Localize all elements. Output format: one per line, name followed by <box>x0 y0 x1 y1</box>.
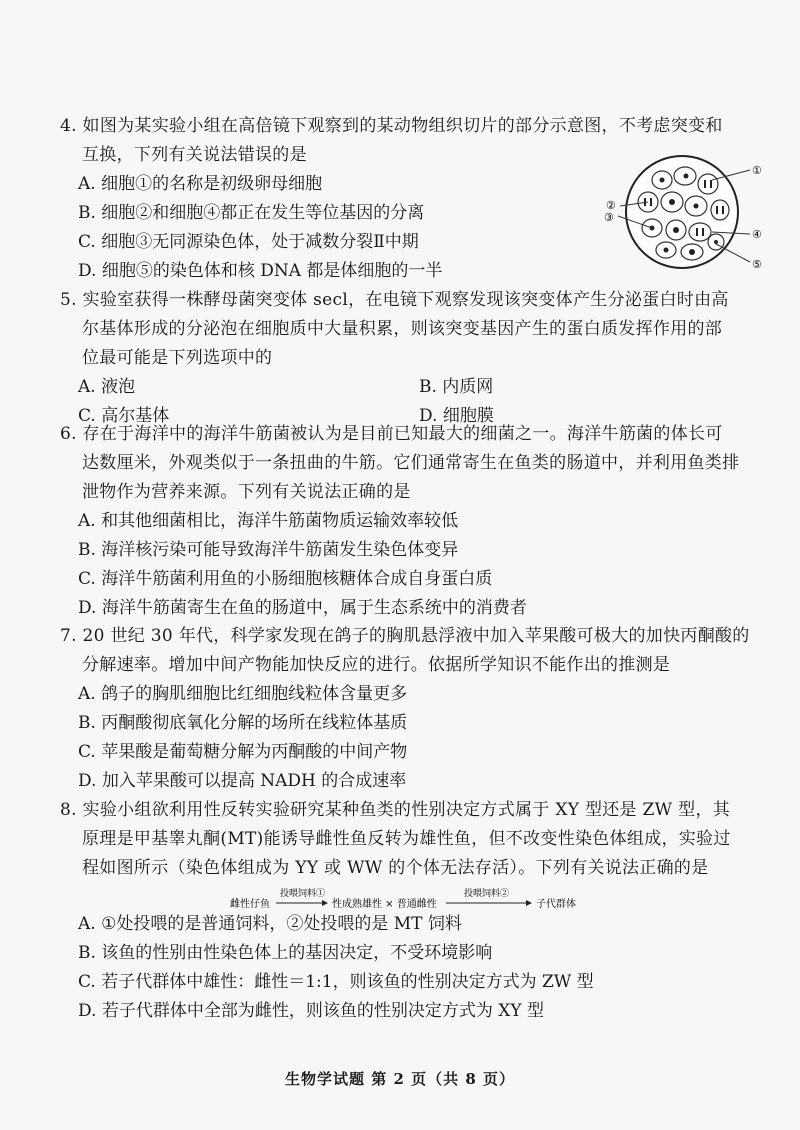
tissue-section-diagram <box>600 150 770 280</box>
question-4-stem-line-1: 4. 如图为某实验小组在高倍镜下观察到的某动物组织切片的部分示意图，不考虑突变和 <box>60 116 723 136</box>
question-5-stem-line-1: 5. 实验室获得一株酵母菌突变体 secl，在电镜下观察发现该突变体产生分泌蛋白时由高 <box>60 290 729 310</box>
question-7-option-c: C. 苹果酸是葡萄糖分解为丙酮酸的中间产物 <box>78 742 408 762</box>
question-5-option-d: D. 细胞膜 <box>419 406 494 426</box>
question-5-option-b: B. 内质网 <box>419 377 494 397</box>
question-8-options <box>60 910 760 1026</box>
question-5-stem-line-3: 位最可能是下列选项中的 <box>82 348 273 368</box>
question-8 <box>60 796 760 883</box>
question-6-option-a: A. 和其他细菌相比，海洋牛筋菌物质运输效率较低 <box>78 511 459 531</box>
question-8-stem-line-3: 程如图所示（染色体组成为 YY 或 WW 的个体无法存活）。下列有关说法正确的是 <box>82 858 709 878</box>
tissue-section-figure <box>600 150 770 280</box>
question-6-stem-line-3: 泄物作为营养来源。下列有关说法正确的是 <box>82 482 411 502</box>
figure-label-2: ② <box>606 199 616 212</box>
question-7-option-b: B. 丙酮酸彻底氧化分解的场所在线粒体基质 <box>78 713 408 733</box>
question-6-option-d: D. 海洋牛筋菌寄生在鱼的肠道中，属于生态系统中的消费者 <box>78 598 527 618</box>
question-5-option-c: C. 高尔基体 <box>78 406 170 426</box>
question-7-stem-line-1: 7. 20 世纪 30 年代，科学家发现在鸽子的胸肌悬浮液中加入苹果酸可极大的加快丙酮酸的 <box>60 626 750 646</box>
question-8-option-a: A. ①处投喂的是普通饲料，②处投喂的是 MT 饲料 <box>78 914 462 934</box>
question-5-option-a: A. 液泡 <box>78 377 136 397</box>
question-7 <box>60 622 760 796</box>
flow-end: 子代群体 <box>536 899 576 910</box>
question-7-stem-line-2: 分解速率。增加中间产物能加快反应的进行。依据所学知识不能作出的推测是 <box>82 655 671 675</box>
question-4-option-b: B. 细胞②和细胞④都正在发生等位基因的分离 <box>78 203 425 223</box>
flow-arrow-2-label: 投喂饲料② <box>464 889 510 899</box>
flow-start: 雌性仔鱼 <box>230 899 270 910</box>
question-4-option-c: C. 细胞③无同源染色体，处于减数分裂Ⅱ中期 <box>78 232 419 252</box>
question-8-option-d: D. 若子代群体中全部为雌性，则该鱼的性别决定方式为 XY 型 <box>78 1001 544 1021</box>
flow-middle: 性成熟雄性 × 普通雌性 <box>332 899 437 910</box>
question-5-options-row-1 <box>60 373 760 402</box>
question-5 <box>60 286 760 431</box>
figure-label-1: ① <box>752 164 762 177</box>
question-8-option-b: B. 该鱼的性别由性染色体上的基因决定，不受环境影响 <box>78 943 493 963</box>
question-8-option-c: C. 若子代群体中雄性：雌性＝1:1，则该鱼的性别决定方式为 ZW 型 <box>78 972 594 992</box>
figure-label-3: ③ <box>604 211 614 224</box>
question-4-option-d: D. 细胞⑤的染色体和核 DNA 都是体细胞的一半 <box>78 261 443 281</box>
flow-arrow-1-label: 投喂饲料① <box>280 889 326 899</box>
question-6-option-b: B. 海洋核污染可能导致海洋牛筋菌发生染色体变异 <box>78 540 459 560</box>
question-4-option-a: A. 细胞①的名称是初级卵母细胞 <box>78 174 323 194</box>
question-8-stem-line-1: 8. 实验小组欲利用性反转实验研究某种鱼类的性别决定方式属于 XY 型还是 ZW 型，其 <box>60 800 731 820</box>
question-4-stem-line-2: 互换，下列有关说法错误的是 <box>82 145 307 165</box>
figure-label-4: ④ <box>752 228 762 241</box>
flow-arrow-1-head <box>322 900 328 906</box>
flow-arrow-2-head <box>526 900 532 906</box>
question-5-stem-line-2: 尔基体形成的分泌泡在细胞质中大量积累，则该突变基因产生的蛋白质发挥作用的部 <box>82 319 723 339</box>
question-7-option-d: D. 加入苹果酸可以提高 NADH 的合成速率 <box>78 771 407 791</box>
question-6-stem-line-2: 达数厘米，外观类似于一条扭曲的牛筋。它们通常寄生在鱼类的肠道中，并利用鱼类排 <box>82 453 740 473</box>
question-6 <box>60 420 760 623</box>
page-footer: 生物学试题 第 2 页（共 8 页） <box>285 1070 515 1088</box>
question-7-option-a: A. 鸽子的胸肌细胞比红细胞线粒体含量更多 <box>78 684 408 704</box>
figure-label-5: ⑤ <box>752 258 762 271</box>
question-6-option-c: C. 海洋牛筋菌利用鱼的小肠细胞核糖体合成自身蛋白质 <box>78 569 493 589</box>
question-8-stem-line-2: 原理是甲基睾丸酮(MT)能诱导雌性鱼反转为雄性鱼，但不改变性染色体组成，实验过 <box>82 829 731 849</box>
question-6-stem-line-1: 6. 存在于海洋中的海洋牛筋菌被认为是目前已知最大的细菌之一。海洋牛筋菌的体长可 <box>60 424 723 444</box>
